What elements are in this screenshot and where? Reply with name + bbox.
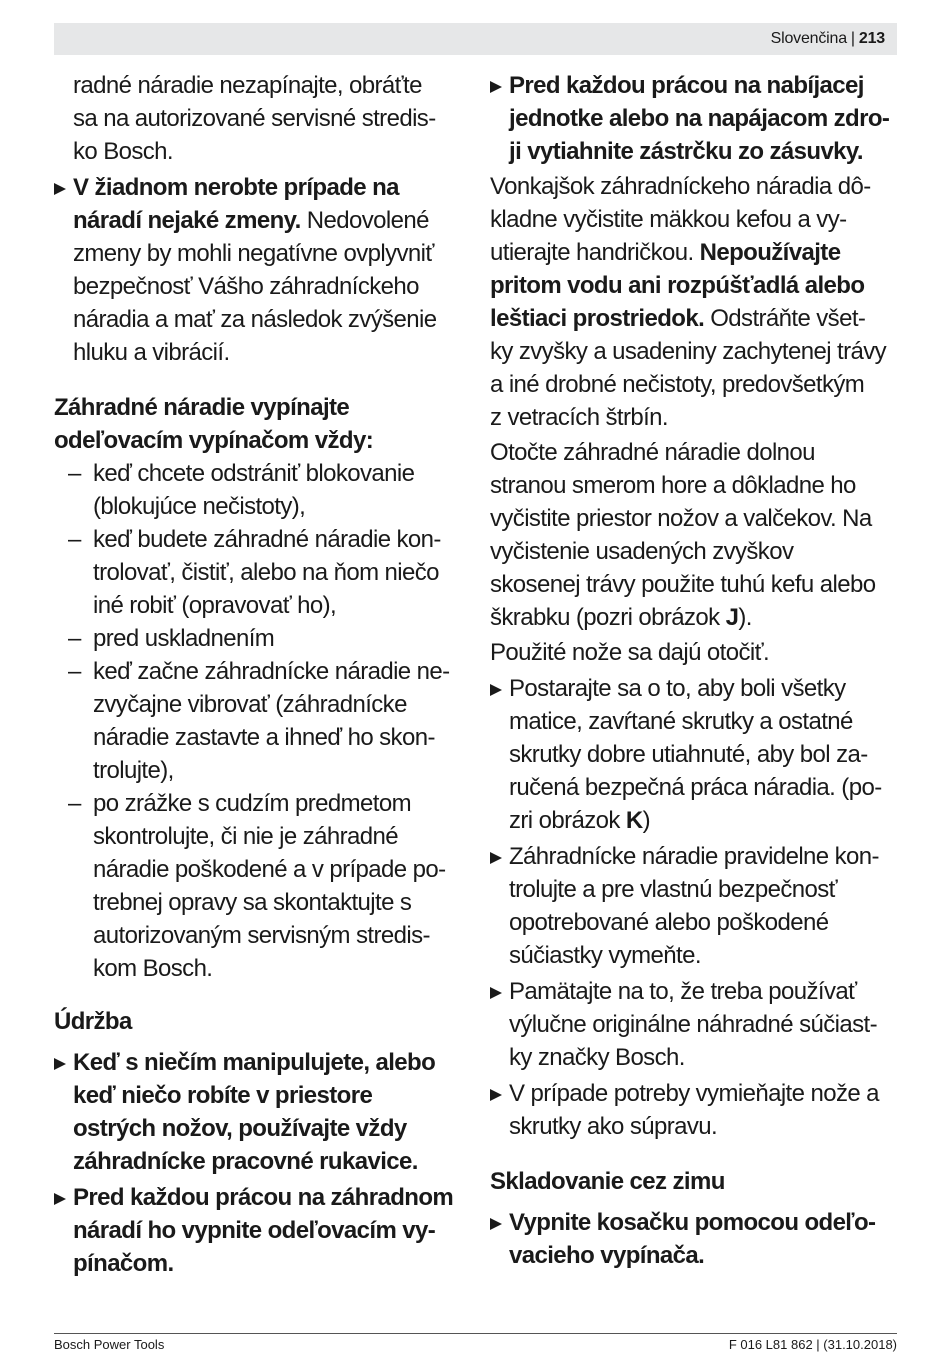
text-line: vyčistenie usadených zvyškov [490, 538, 794, 565]
bold-text: vacieho vypínača. [509, 1242, 705, 1269]
text-line: trebnej opravy sa skontaktujte s [93, 889, 412, 916]
text-line: matice, zavŕtané skrutky a ostatné [509, 708, 853, 735]
dash-item [54, 457, 464, 523]
figure-reference: J [725, 604, 739, 631]
bold-text: pínačom. [73, 1250, 174, 1277]
text-line: náradie poškodené a v prípade po- [93, 856, 446, 883]
dash-item [54, 622, 464, 655]
bold-text: pritom vodu ani rozpúšťadlá alebo [490, 272, 865, 299]
text-line: sa na autorizované servisné stredis- [73, 105, 436, 132]
text-line: pred uskladnením [93, 625, 275, 652]
text-line: opotrebované alebo poškodené [509, 909, 829, 936]
header-separator: | [850, 30, 855, 47]
text-line: skontrolujte, či nie je záhradné [93, 823, 398, 850]
text-line: autorizovaným servisným stredis- [93, 922, 430, 949]
dash-marker: – [68, 658, 81, 685]
dash-item [54, 655, 464, 787]
section-heading-maintenance: Údržba [54, 1008, 132, 1035]
paragraph-cleaning [490, 170, 900, 434]
text-line: Odstráňte všet- [704, 305, 866, 332]
text-line: trolujte a pre vlastnú bezpečnosť [509, 876, 838, 903]
heading-line: odeľovacím vypínačom vždy: [54, 427, 374, 454]
text-line: Pamätajte na to, že treba používať [509, 978, 857, 1005]
dash-item [54, 523, 464, 622]
text-line: Záhradnícke náradie pravidelne kon- [509, 843, 879, 870]
header-language: Slovenčina [770, 30, 847, 47]
text-line: náradia a mať za následok zvýšenie [73, 306, 437, 333]
text-line: ). [738, 604, 752, 631]
text-line: skrutky ako súpravu. [509, 1113, 718, 1140]
bold-text: V žiadnom nerobte prípade na [73, 174, 399, 201]
bold-text: leštiaci prostriedok. [490, 305, 705, 332]
bold-text: ostrých nožov, používajte vždy [73, 1115, 407, 1142]
text-line: trolujte), [93, 757, 174, 784]
bold-text: keď niečo robíte v priestore [73, 1082, 373, 1109]
section-heading-winter-storage: Skladovanie cez zimu [490, 1168, 725, 1195]
text-line: kladne vyčistite mäkkou kefou a vy- [490, 206, 847, 233]
bold-text: Keď s niečím manipulujete, alebo [73, 1049, 436, 1076]
text-line: ručená bezpečná práca náradia. (po- [509, 774, 882, 801]
text-line: keď chcete odstrániť blokovanie [93, 460, 415, 487]
dash-marker: – [68, 625, 81, 652]
text-line: V prípade potreby vymieňajte nože a [509, 1080, 879, 1107]
footer-divider [54, 1333, 897, 1334]
figure-reference: K [625, 807, 643, 834]
dash-marker: – [68, 526, 81, 553]
text-line: náradie zastavte a ihneď ho skon- [93, 724, 435, 751]
footer-brand: Bosch Power Tools [54, 1337, 165, 1352]
text-line: a iné drobné nečistoty, predovšetkým [490, 371, 865, 398]
text-line: hluku a vibrácií. [73, 339, 230, 366]
text-line: trolovať, čistiť, alebo na ňom niečo [93, 559, 439, 586]
text-line: vyčistite priestor nožov a valčekov. Na [490, 505, 872, 532]
text-line: Otočte záhradné náradie dolnou [490, 439, 815, 466]
bullet-unplug-charger [490, 69, 900, 168]
text-line: bezpečnosť Vášho záhradníckeho [73, 273, 419, 300]
continued-paragraph [54, 69, 464, 168]
dash-list [54, 457, 464, 985]
text-line: Vonkajšok záhradníckeho náradia dô- [490, 173, 871, 200]
text-line: zvyčajne vibrovať (záhradnícke [93, 691, 407, 718]
text-line: ky zvyšky a usadeniny zachytenej trávy [490, 338, 887, 365]
right-column [490, 69, 900, 1272]
text-line: Nedovolené [300, 207, 429, 234]
text-line: ko Bosch. [73, 138, 173, 165]
text-line: zmeny by mohli negatívne ovplyvniť [73, 240, 434, 267]
bold-text: náradí nejaké zmeny. [73, 207, 301, 234]
bold-text: Pred každou prácou na nabíjacej [509, 72, 864, 99]
text-line: iné robiť (opravovať ho), [93, 592, 337, 619]
running-header [54, 23, 897, 55]
text-line: zri obrázok [509, 807, 626, 834]
bold-text: záhradnícke pracovné rukavice. [73, 1148, 418, 1175]
text-line: radné náradie nezapínajte, obráťte [73, 72, 422, 99]
bold-text: Pred každou prácou na záhradnom [73, 1184, 454, 1211]
bullet-original-parts [490, 975, 900, 1074]
dash-marker: – [68, 790, 81, 817]
section-heading-switch-off [54, 391, 464, 457]
text-line: (blokujúce nečistoty), [93, 493, 306, 520]
bold-text: Vypnite kosačku pomocou odeľo- [509, 1209, 876, 1236]
text-line: ) [642, 807, 650, 834]
text-line: z vetracích štrbín. [490, 404, 668, 431]
bold-text: ji vytiahnite zástrčku zo zásuvky. [509, 138, 863, 165]
left-column [54, 69, 464, 1280]
text-line: výlučne originálne náhradné súčiast- [509, 1011, 877, 1038]
text-line: keď budete záhradné náradie kon- [93, 526, 441, 553]
bullet-no-modifications [54, 171, 464, 369]
text-line: skosenej trávy použite tuhú kefu alebo [490, 571, 876, 598]
bullet-switch-off-mower [490, 1206, 900, 1272]
dash-marker: – [68, 460, 81, 487]
header-text [771, 30, 885, 48]
text-line: keď začne záhradnícke náradie ne- [93, 658, 450, 685]
bullet-gloves [54, 1046, 464, 1178]
heading-line: Záhradné náradie vypínajte [54, 394, 350, 421]
dash-item [54, 787, 464, 985]
text-line: stranou smerom hore a dôkladne ho [490, 472, 856, 499]
bullet-switch-off-tool [54, 1181, 464, 1280]
text-line: skrutky dobre utiahnuté, aby bol za- [509, 741, 868, 768]
text-line: po zrážke s cudzím predmetom [93, 790, 411, 817]
text-line: utierajte handričkou. [490, 239, 700, 266]
bold-text: náradí ho vypnite odeľovacím vy- [73, 1217, 436, 1244]
footer-document-code: F 016 L81 862 | (31.10.2018) [728, 1337, 897, 1352]
paragraph-blades: Použité nože sa dajú otočiť. [490, 639, 770, 666]
bullet-tighten-screws [490, 672, 900, 837]
text-line: kom Bosch. [93, 955, 213, 982]
text-line: škrabku (pozri obrázok [490, 604, 726, 631]
bold-text: Nepoužívajte [699, 239, 841, 266]
text-line: Postarajte sa o to, aby boli všetky [509, 675, 846, 702]
page-number: 213 [858, 30, 885, 47]
bullet-check-parts [490, 840, 900, 972]
bold-text: jednotke alebo na napájacom zdro- [509, 105, 890, 132]
bullet-replace-as-set [490, 1077, 900, 1143]
paragraph-turn-over [490, 436, 900, 634]
text-line: súčiastky vymeňte. [509, 942, 701, 969]
text-line: ky značky Bosch. [509, 1044, 685, 1071]
